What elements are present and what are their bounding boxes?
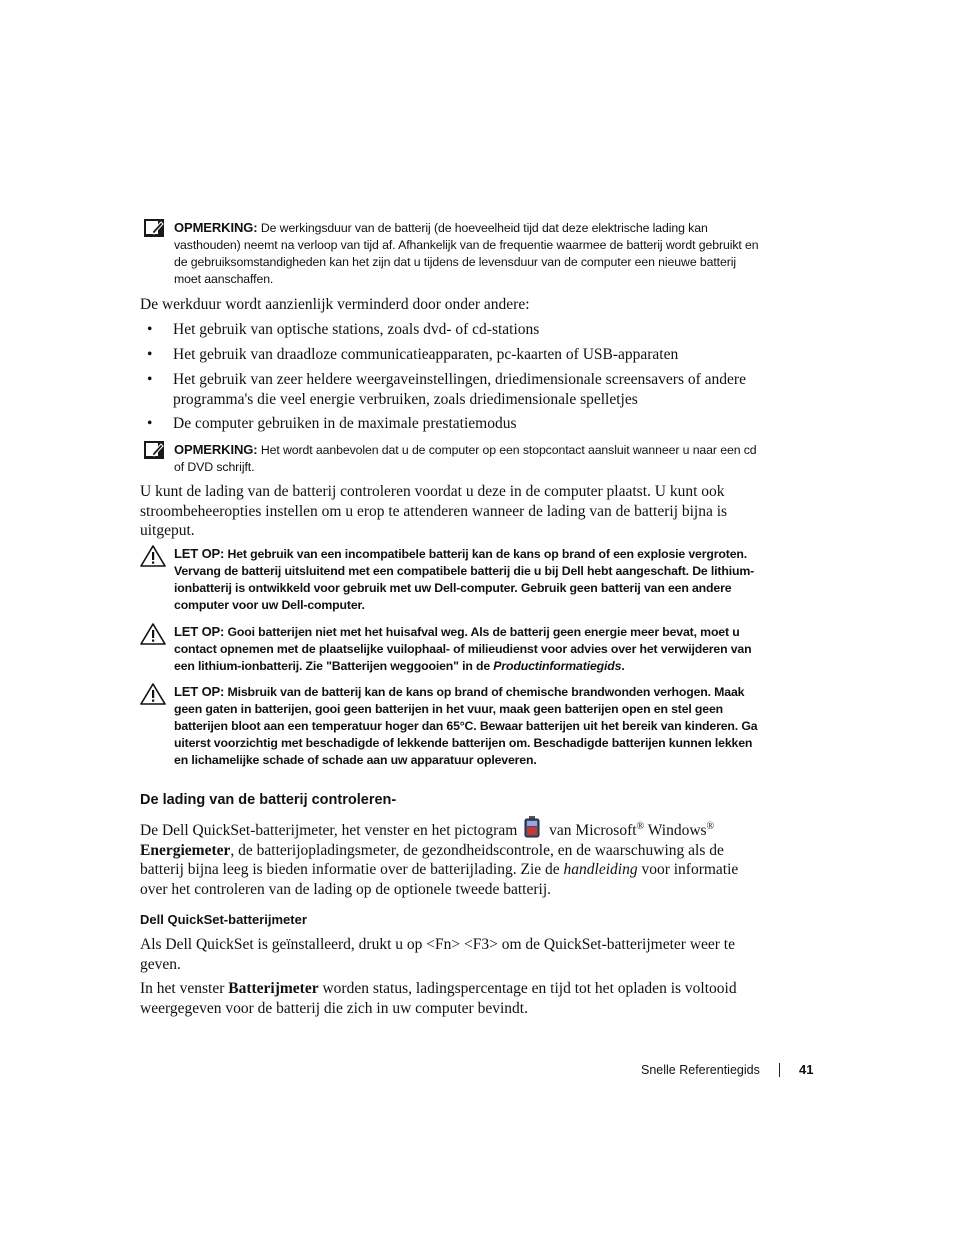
caution-3 [140,683,765,769]
note-pencil-icon [144,441,164,459]
subsection-heading: Dell QuickSet-batterijmeter [140,912,307,927]
window-paragraph [140,979,765,1018]
intro-paragraph: De werkduur wordt aanzienlijk verminderd door onder andere: [140,296,530,313]
list-item-text: Het gebruik van optische stations, zoals dvd- of cd-stations [173,321,540,338]
window-bold: Batterijmeter [228,980,319,997]
quickset-paragraph [140,816,765,899]
bullet-marker: • [147,346,153,363]
warning-triangle-icon [140,623,166,645]
section-heading: De lading van de batterij controleren- [140,792,397,808]
bullet-marker: • [147,321,153,338]
footer-title: Snelle Referentiegids [641,1063,760,1077]
quickset-text-1: De Dell QuickSet-batterijmeter, het venster en het pictogram [140,822,518,839]
note-pencil-icon [144,219,164,237]
check-paragraph: U kunt de lading van de batterij controleren voordat u deze in de computer plaatst. U kunt ook stroombeheeropties instellen om u erop te attenderen wanneer de lading van de batterij bijna is uitgeput. [140,483,728,539]
list-item [140,320,765,340]
list-item-text: Het gebruik van draadloze communicatieapparaten, pc-kaarten of USB-apparaten [173,346,679,363]
registered-mark: ® [706,820,715,832]
quickset-text-5: voor informatie over het controleren van de lading op de optionele tweede batterij. [140,861,739,898]
list-item [140,345,765,365]
caution-label: LET OP: [174,684,225,699]
caution-label: LET OP: [174,624,225,639]
quickset-text-3: Windows [644,822,707,839]
quickset-bold: Energiemeter [140,841,231,859]
note-opmerking-2 [140,441,765,476]
battery-icon [523,816,541,838]
list-item-text: De computer gebruiken in de maximale prestatiemodus [173,415,517,432]
quickset-text-4: , de batterijopladingsmeter, de gezondheidscontrole, en de waarschuwing als de batterij bijna leeg is bieden informatie over de batterijlading. Zie de [140,841,724,878]
caution-body: Het gebruik van een incompatibele batterij kan de kans op brand of een explosie vergroten. Vervang de batterij uitsluitend met een compatibele batterij die u bij Dell hebt aangeschaft. De lithium-ionbatterij is ontwikkeld voor gebruik met uw Dell-computer. Gebruik geen batterij van een andere computer voor uw Dell-computer. [174,547,755,612]
note-label: OPMERKING: [174,442,258,457]
footer-divider [779,1063,780,1077]
caution-2 [140,623,765,675]
note-label: OPMERKING: [174,220,258,235]
caution-italic: Productinformatiegids [493,659,622,673]
page-number: 41 [799,1062,814,1077]
caution-body: Gooi batterijen niet met het huisafval weg. Als de batterij geen energie meer bevat, moet u contact opnemen met de plaatselijke vuilophaal- of milieudienst voor advies over het verwijderen van een lithium-ionbatterij. Zie "Batterijen weggooien" in de [174,625,752,673]
installed-paragraph: Als Dell QuickSet is geïnstalleerd, drukt u op <Fn> <F3> om de QuickSet-batterijmeter weer te geven. [140,936,735,973]
window-text-1: In het venster [140,980,229,997]
note-opmerking-1 [140,219,765,288]
note-body: Het wordt aanbevolen dat u de computer op een stopcontact aansluit wanneer u naar een cd of DVD schrijft. [174,443,757,474]
caution-label: LET OP: [174,546,225,561]
list-item-text: Het gebruik van zeer heldere weergaveinstellingen, driedimensionale screensavers of andere programma's die veel energie verbruiken, zoals driedimensionale spelletjes [173,371,746,408]
bullet-marker: • [147,371,153,388]
warning-triangle-icon [140,545,166,567]
caution-1 [140,545,765,614]
caution-end: . [621,659,625,673]
caution-body: Misbruik van de batterij kan de kans op brand of chemische brandwonden verhogen. Maak geen gaten in batterijen, gooi geen batterijen in het vuur, maak geen batterijen open en stel geen batterijen bloot aan een temperatuur hoger dan 65°C. Bewaar batterijen uit het bereik van kinderen. Ga uiterst voorzichtig met beschadigde of lekkende batterijen om. Beschadigde batterijen kunnen lekken en lichamelijke schade of schade aan uw apparatuur opleveren. [174,685,758,767]
bullet-marker: • [147,415,153,432]
list-item [140,414,765,434]
warning-triangle-icon [140,683,166,705]
window-text-2: worden status, ladingspercentage en tijd tot het opladen is voltooid weergegeven voor de batterij die zich in uw computer bevindt. [140,980,737,1017]
list-item [140,370,765,409]
note-body: De werkingsduur van de batterij (de hoeveelheid tijd dat deze elektrische lading kan vasthouden) neemt na verloop van tijd af. Afhankelijk van de frequentie waarmee de batterij wordt gebruikt en de gebruiksomstandigheden kan het zijn dat u tijdens de levensduur van de computer een nieuwe batterij moet aanschaffen. [174,221,759,286]
quickset-italic: handleiding [563,861,638,878]
quickset-text-2: van Microsoft [549,822,637,839]
registered-mark: ® [636,820,645,832]
